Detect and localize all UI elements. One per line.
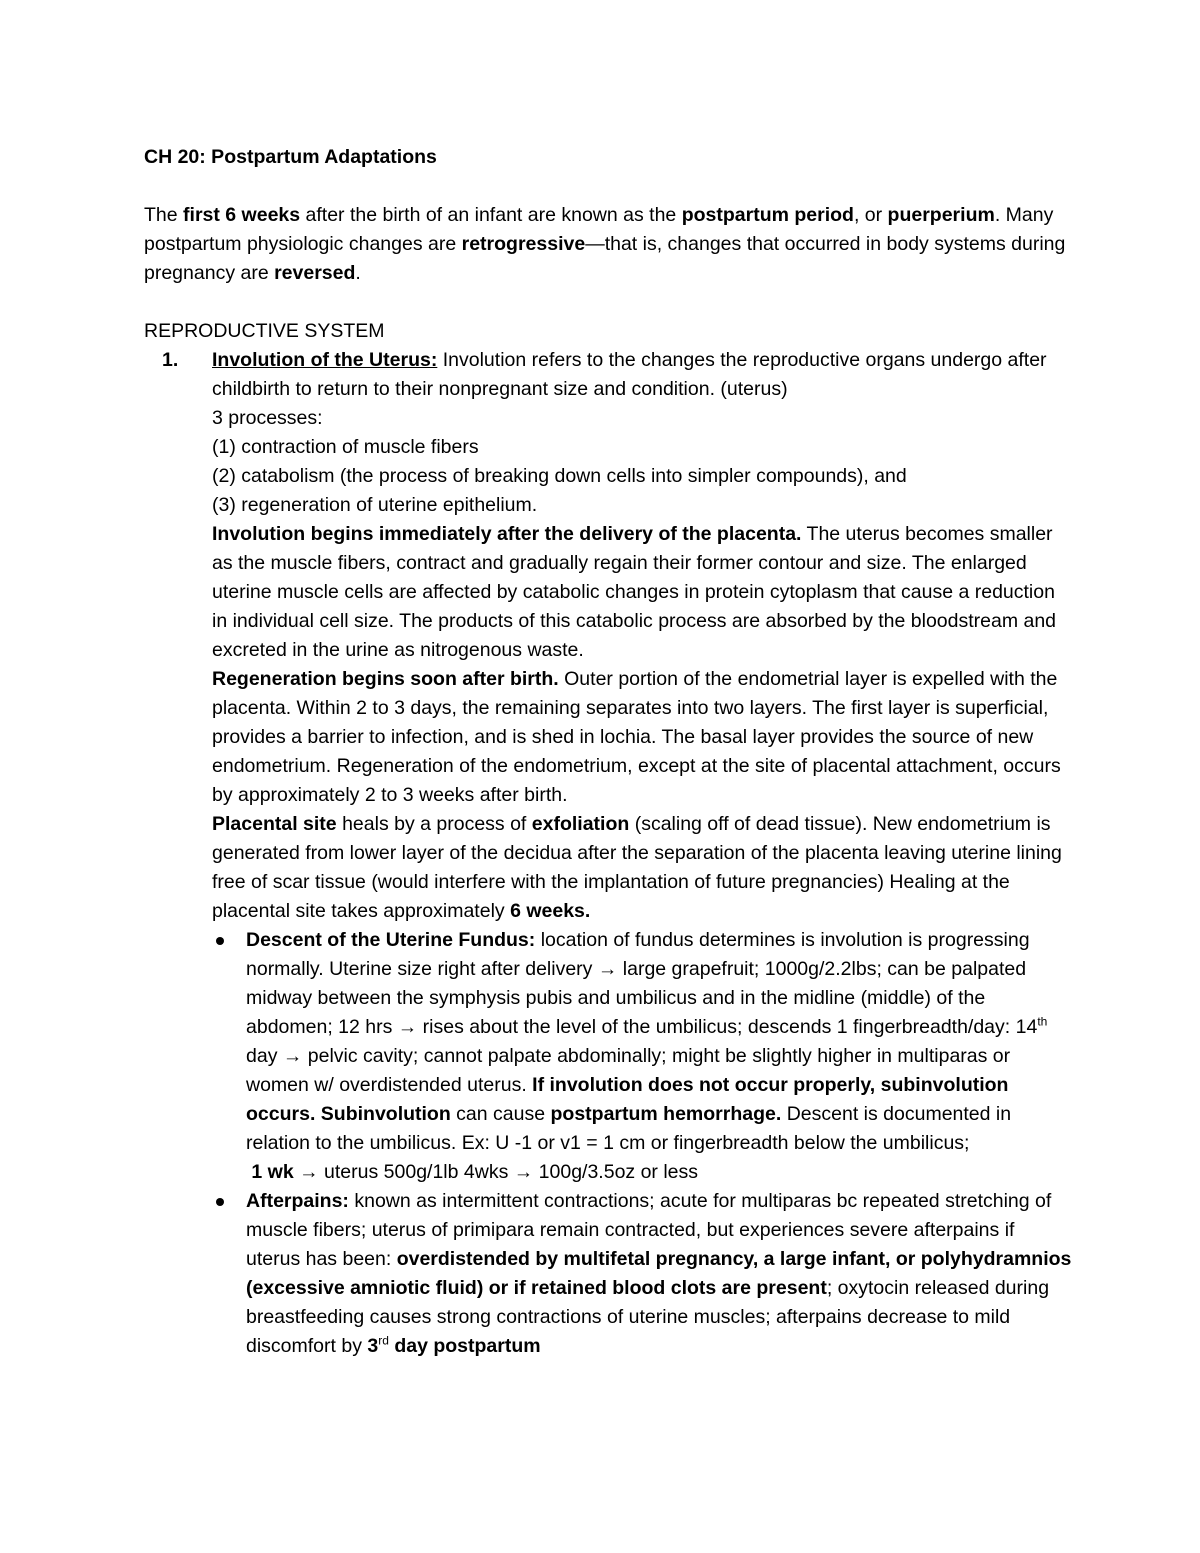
list-number: 1. bbox=[162, 349, 179, 371]
involution-paragraph: Involution begins immediately after the delivery of the placenta. The uterus becomes smaller as the muscle fibers, contract and gradually regain their former contour and size. The enlarged uterine muscle cells are affected by catabolic changes in protein cytoplasm that cause a reduction in individual cell size. The products of this catabolic process are absorbed by the bloodstream and excreted in the urine as nitrogenous waste. bbox=[212, 523, 1057, 661]
arrow-right-icon: → bbox=[597, 958, 618, 980]
page-title: CH 20: Postpartum Adaptations bbox=[144, 146, 437, 168]
document-body bbox=[144, 143, 1074, 1361]
bullet-afterpains bbox=[144, 1187, 1074, 1361]
descent-paragraph: Descent of the Uterine Fundus: location of fundus determines is involution is progressing normally. Uterine size right after delivery → large grapefruit; 1000g/2.2lbs; can be palpated midway between the symphysis pubis and umbilicus and in the midline (middle) of the abdomen; 12 hrs → rises about the level of the umbilicus; descends 1 fingerbreadth/day: 14th day → pelvic cavity; cannot palpate abdominally; might be slightly higher in multiparas or women w/ overdistended uterus. If involution does not occur properly, subinvolution occurs. Subinvolution can cause postpartum hemorrhage. Descent is documented in relation to the umbilicus. Ex: U -1 or v1 = 1 cm or fingerbreadth below the umbilicus; bbox=[246, 929, 1048, 1154]
involution-definition: Involution of the Uterus: Involution refers to the changes the reproductive organs undergo after childbirth to return to their nonpregnant size and condition. (uterus) bbox=[212, 349, 1047, 400]
uterus-weight-line: 1 wk → uterus 500g/1lb 4wks → 100g/3.5oz or less bbox=[251, 1161, 699, 1183]
bullet-descent-of-fundus bbox=[144, 926, 1074, 1187]
intro-paragraph: The first 6 weeks after the birth of an infant are known as the postpartum period, or puerperium. Many postpartum physiologic changes are retrogressive—that is, changes that occurred in body systems during pregnancy are reversed. bbox=[144, 204, 1066, 284]
arrow-right-icon: → bbox=[513, 1161, 534, 1183]
processes-label: 3 processes: bbox=[212, 407, 323, 429]
process-item: (1) contraction of muscle fibers bbox=[212, 436, 479, 458]
arrow-right-icon: → bbox=[282, 1045, 303, 1067]
placental-site-paragraph: Placental site heals by a process of exfoliation (scaling off of dead tissue). New endometrium is generated from lower layer of the decidua after the separation of the placenta leaving uterine lining free of scar tissue (would interfere with the implantation of future pregnancies) Healing at the placental site takes approximately 6 weeks. bbox=[212, 813, 1062, 922]
list-item-involution bbox=[144, 346, 1074, 926]
regeneration-paragraph: Regeneration begins soon after birth. Outer portion of the endometrial layer is expelled with the placenta. Within 2 to 3 days, the remaining separates into two layers. The first layer is superficial, provides a barrier to infection, and is shed in lochia. The basal layer provides the source of new endometrium. Regeneration of the endometrium, except at the site of placental attachment, occurs by approximately 2 to 3 weeks after birth. bbox=[212, 668, 1061, 806]
bullet-icon bbox=[216, 1198, 224, 1206]
arrow-right-icon: → bbox=[397, 1016, 418, 1038]
process-item: (3) regeneration of uterine epithelium. bbox=[212, 494, 538, 516]
afterpains-paragraph: Afterpains: known as intermittent contractions; acute for multiparas bc repeated stretching of muscle fibers; uterus of primipara remain contracted, but experiences severe afterpains if uterus has been: overdistended by multifetal pregnancy, a large infant, or polyhydramnios (excessive amniotic fluid) or if retained blood clots are present; oxytocin released during breastfeeding causes strong contractions of uterine muscles; afterpains decrease to mild discomfort by 3rd day postpartum bbox=[246, 1190, 1072, 1357]
process-item: (2) catabolism (the process of breaking down cells into simpler compounds), and bbox=[212, 465, 907, 487]
bullet-icon bbox=[216, 937, 224, 945]
section-heading: REPRODUCTIVE SYSTEM bbox=[144, 320, 385, 342]
arrow-right-icon: → bbox=[299, 1161, 319, 1183]
